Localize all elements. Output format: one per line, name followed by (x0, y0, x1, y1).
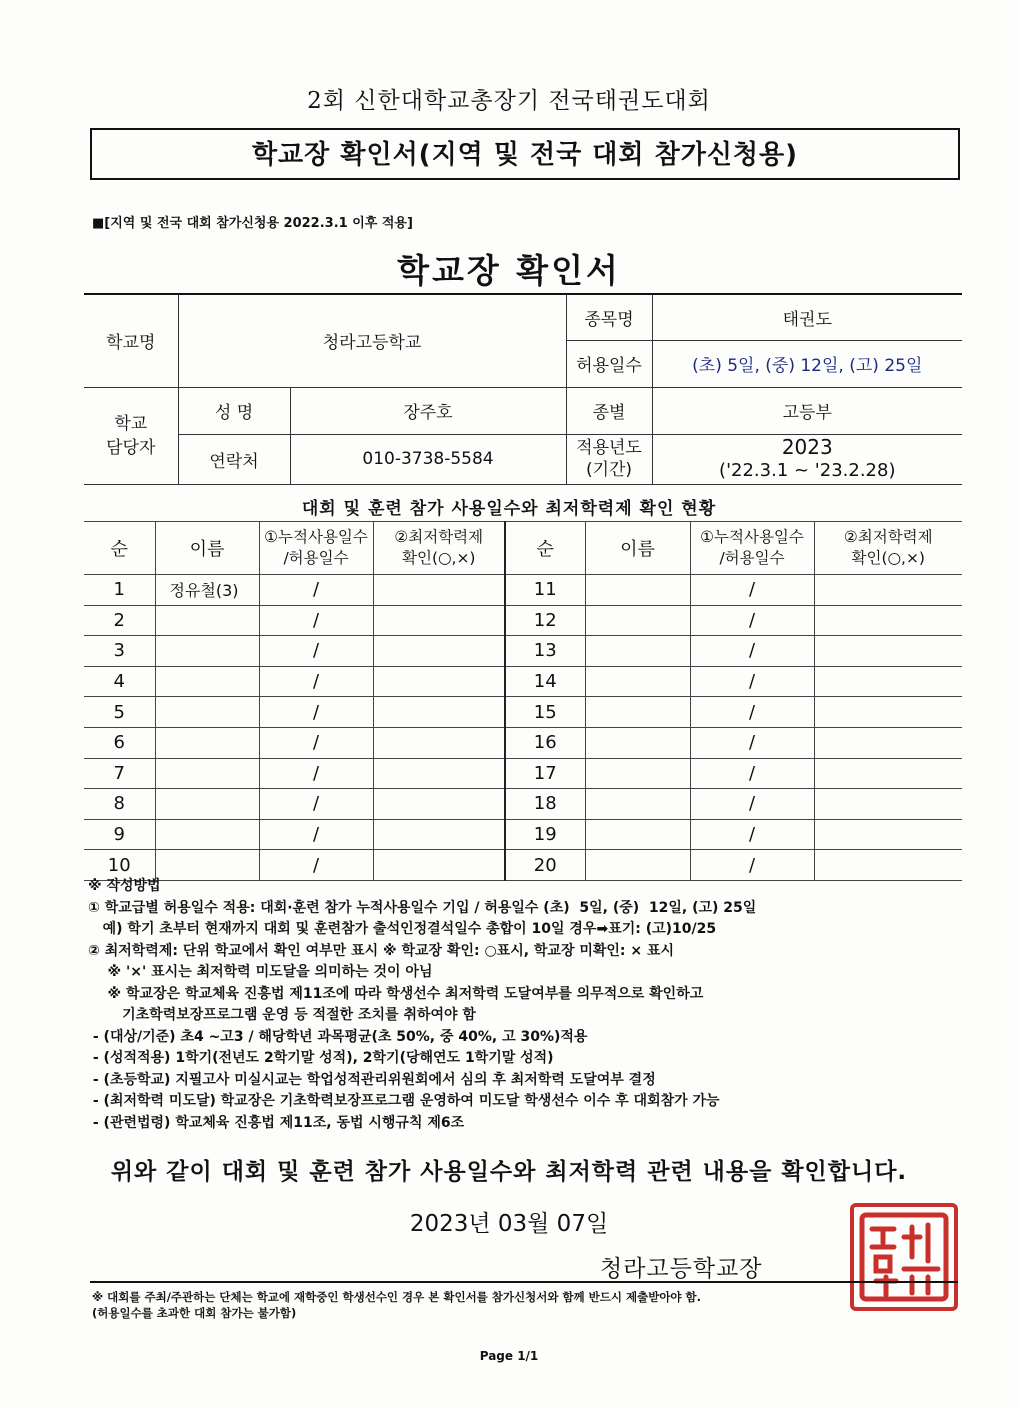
row-no: 18 (505, 789, 585, 820)
row-days: / (259, 789, 373, 820)
contact-label: 연락처 (178, 434, 290, 484)
writing-guide (88, 876, 968, 1134)
confirmation-statement: 위와 같이 대회 및 훈련 참가 사용일수와 최저학력 관련 내용을 확인합니다. (110, 1159, 908, 1185)
year-label: 적용년도 (기간) (566, 434, 652, 484)
table-row (84, 697, 962, 728)
row-name (585, 697, 690, 728)
guide-line: ※ 학교장은 학교체육 진흥법 제11조에 따라 학생선수 최저학력 도달여부를 의무적으로 확인하고 (88, 985, 704, 1002)
row-check (373, 666, 505, 697)
row-name (155, 605, 259, 636)
participant-table (84, 521, 962, 881)
header-no: 순 (505, 522, 585, 575)
row-no: 12 (505, 605, 585, 636)
row-no: 17 (505, 758, 585, 789)
table-row (84, 666, 962, 697)
header-check: ②최저학력제 확인(○,×) (814, 522, 962, 575)
guide-line: - (성적적용) 1학기(전년도 2학기말 성적), 2학기(당해연도 1학기말 성적) (88, 1050, 554, 1066)
document-title: 학교장 확인서 (397, 251, 621, 290)
official-seal (850, 1203, 958, 1311)
division-label: 종별 (566, 387, 652, 434)
year-value: 2023 (781, 435, 833, 459)
row-check (814, 727, 962, 758)
row-days: / (690, 789, 814, 820)
row-no: 8 (84, 789, 155, 820)
row-name (155, 636, 259, 667)
row-days: / (690, 819, 814, 850)
row-no: 15 (505, 697, 585, 728)
table-row (84, 727, 962, 758)
row-days: / (259, 819, 373, 850)
row-days: / (690, 697, 814, 728)
footer-line-2: (허용일수를 초과한 대회 참가는 불가함) (92, 1306, 297, 1320)
row-no: 2 (84, 605, 155, 636)
row-check (373, 575, 505, 606)
footer-line-1: ※ 대회를 주최/주관하는 단체는 학교에 재학중인 학생선수인 경우 본 확인서를 참가신청서와 함께 반드시 제출받아야 함. (92, 1290, 702, 1304)
row-name (155, 697, 259, 728)
row-days: / (259, 575, 373, 606)
row-no: 6 (84, 727, 155, 758)
row-no: 7 (84, 758, 155, 789)
principal-name: 청라고등학교장 (600, 1256, 763, 1282)
row-no: 11 (505, 575, 585, 606)
row-check (373, 758, 505, 789)
guide-line: 예) 학기 초부터 현재까지 대회 및 훈련참가 출석인정결석일수 총합이 10일 경우➡표기: (고)10/25 (88, 921, 717, 937)
row-check (814, 758, 962, 789)
name-value: 장주호 (290, 387, 566, 434)
row-name (585, 636, 690, 667)
row-name (585, 605, 690, 636)
row-days: / (259, 605, 373, 636)
sport-label: 종목명 (566, 294, 652, 340)
row-name (585, 819, 690, 850)
guide-line: ① 학교급별 허용일수 적용: 대회·훈련 참가 누적사용일수 기입 / 허용일수 (초) 5일, (중) 12일, (고) 25일 (88, 899, 757, 916)
row-check (373, 819, 505, 850)
table-row (84, 819, 962, 850)
school-value: 청라고등학교 (178, 294, 566, 387)
row-check (814, 605, 962, 636)
row-no: 16 (505, 727, 585, 758)
row-days: / (690, 666, 814, 697)
row-no: 1 (84, 575, 155, 606)
table-row (84, 758, 962, 789)
row-name: 정유철(3) (155, 575, 259, 606)
row-days: / (259, 666, 373, 697)
guide-line: ※ 작성방법 (88, 878, 161, 894)
event-title: 2회 신한대학교총장기 전국태권도대회 (307, 88, 711, 114)
header-name: 이름 (155, 522, 259, 575)
row-check (814, 697, 962, 728)
row-no: 4 (84, 666, 155, 697)
guide-line: ② 최저학력제: 단위 학교에서 확인 여부만 표시 ※ 학교장 확인: ○표시, 학교장 미확인: × 표시 (88, 942, 675, 959)
row-check (814, 575, 962, 606)
guide-line: 기초학력보장프로그램 운영 등 적절한 조치를 취하여야 함 (88, 1007, 476, 1023)
row-days: / (690, 575, 814, 606)
row-name (155, 819, 259, 850)
row-name (585, 575, 690, 606)
row-no: 19 (505, 819, 585, 850)
row-check (814, 666, 962, 697)
row-days: / (690, 605, 814, 636)
row-no: 10 (84, 850, 155, 881)
row-days: / (690, 636, 814, 667)
info-table (84, 293, 962, 485)
allow-days-value: (초) 5일, (중) 12일, (고) 25일 (652, 340, 962, 387)
guide-line: - (초등학교) 지필고사 미실시교는 학업성적관리위원회에서 심의 후 최저학력 도달여부 결정 (88, 1071, 656, 1088)
footer-note (92, 1289, 701, 1321)
row-check (373, 636, 505, 667)
guide-line: - (최저학력 미도달) 학교장은 기초학력보장프로그램 운영하여 미도달 학생선수 이수 후 대회참가 가능 (88, 1093, 720, 1109)
school-label: 학교명 (84, 294, 178, 387)
row-name (585, 666, 690, 697)
guide-line: ※ '×' 표시는 최저학력 미도달을 의미하는 것이 아님 (88, 964, 433, 980)
row-no: 14 (505, 666, 585, 697)
header-days: ①누적사용일수 /허용일수 (690, 522, 814, 575)
header-days: ①누적사용일수 /허용일수 (259, 522, 373, 575)
row-days: / (690, 758, 814, 789)
row-no: 5 (84, 697, 155, 728)
form-title-box (90, 128, 960, 180)
form-title: 학교장 확인서(지역 및 전국 대회 참가신청용) (251, 140, 799, 170)
division-value: 고등부 (652, 387, 962, 434)
row-name (585, 727, 690, 758)
row-days: / (259, 697, 373, 728)
manager-label: 학교 담당자 (84, 387, 178, 484)
row-name (155, 666, 259, 697)
row-name (585, 758, 690, 789)
row-days: / (259, 727, 373, 758)
row-check (373, 727, 505, 758)
allow-days-label: 허용일수 (566, 340, 652, 387)
table-row (84, 636, 962, 667)
header-no: 순 (84, 522, 155, 575)
sport-value: 태권도 (652, 294, 962, 340)
table-row (84, 605, 962, 636)
table-row (84, 789, 962, 820)
row-name (155, 758, 259, 789)
row-check (373, 697, 505, 728)
row-no: 9 (84, 819, 155, 850)
header-name: 이름 (585, 522, 690, 575)
contact-value: 010-3738-5584 (290, 434, 566, 484)
row-no: 13 (505, 636, 585, 667)
applicability-note: ■[지역 및 전국 대회 참가신청용 2022.3.1 이후 적용] (92, 216, 413, 231)
row-days: / (259, 636, 373, 667)
period-value: ('22.3.1 ~ '23.2.28) (719, 460, 896, 481)
footer-divider (90, 1281, 958, 1283)
guide-line: - (관련법령) 학교체육 진흥법 제11조, 동법 시행규칙 제6조 (88, 1114, 465, 1131)
row-no: 3 (84, 636, 155, 667)
guide-line: - (대상/기준) 초4 ~고3 / 해당학년 과목평균(초 50%, 중 40%, 고 30%)적용 (88, 1028, 588, 1045)
row-days: / (259, 758, 373, 789)
row-check (814, 819, 962, 850)
issue-date: 2023년 03월 07일 (409, 1211, 609, 1237)
seal-icon (854, 1207, 954, 1307)
table-row (84, 575, 962, 606)
header-check: ②최저학력제 확인(○,×) (373, 522, 505, 575)
row-name (155, 727, 259, 758)
row-days: / (690, 850, 814, 881)
row-no: 20 (505, 850, 585, 881)
row-check (373, 789, 505, 820)
row-check (814, 789, 962, 820)
page-number: Page 1/1 (479, 1349, 539, 1363)
name-label: 성 명 (178, 387, 290, 434)
row-name (155, 789, 259, 820)
row-days: / (690, 727, 814, 758)
section-title: 대회 및 훈련 참가 사용일수와 최저학력제 확인 현황 (301, 499, 717, 519)
row-check (373, 605, 505, 636)
row-name (585, 789, 690, 820)
row-days: / (259, 850, 373, 881)
row-check (814, 636, 962, 667)
